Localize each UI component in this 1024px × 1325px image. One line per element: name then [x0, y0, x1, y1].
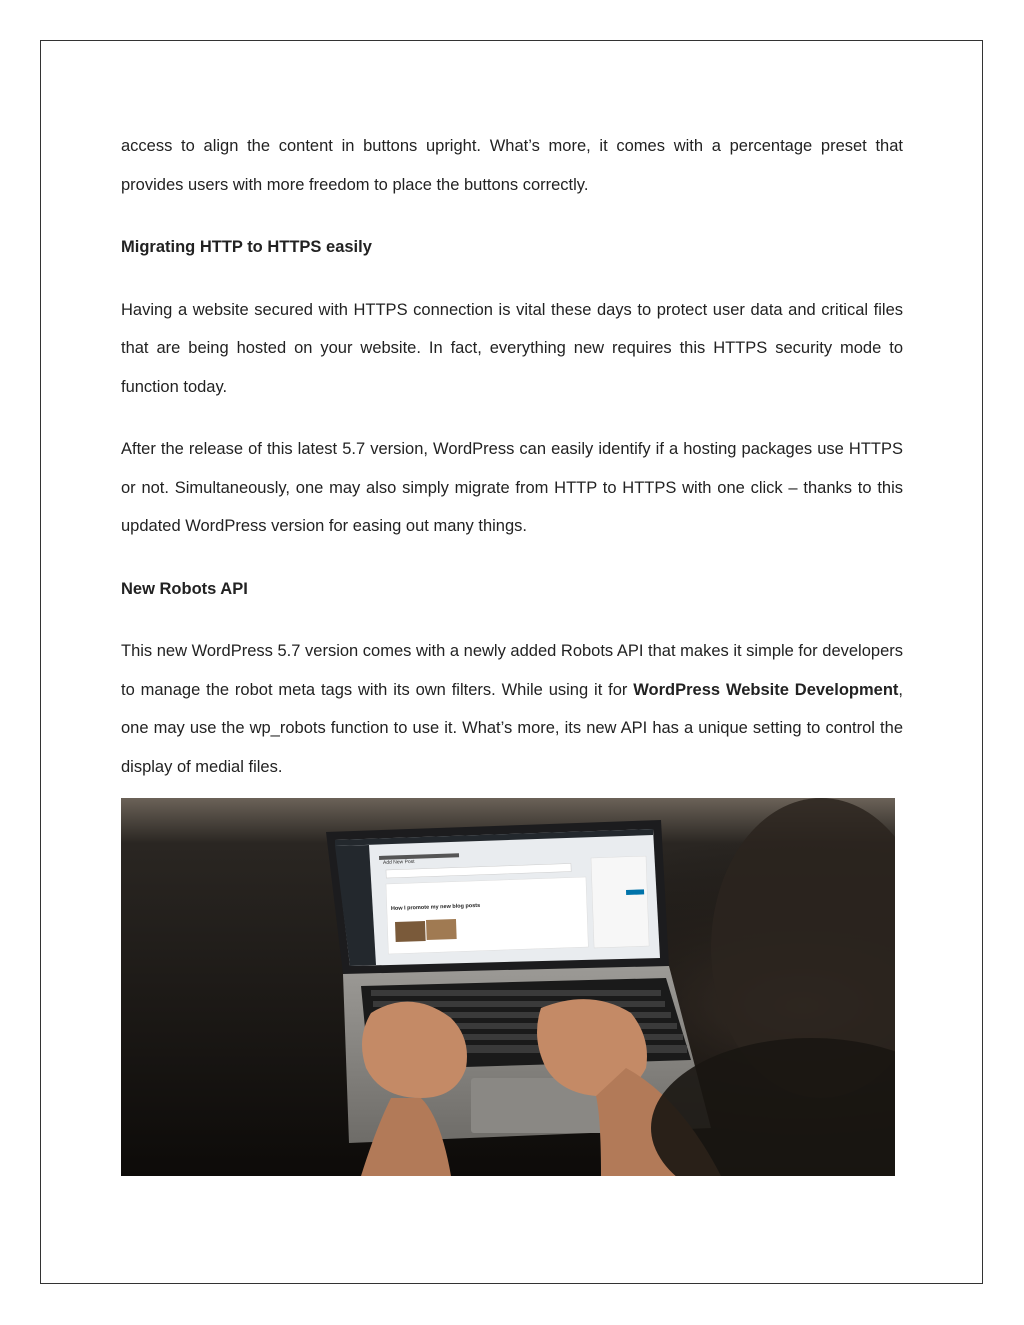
robots-bold-link-text: WordPress Website Development — [633, 680, 899, 699]
intro-paragraph: access to align the content in buttons upright. What’s more, it comes with a percentage preset that provides users with more freedom to place the buttons correctly. — [121, 137, 903, 194]
laptop-photo — [121, 798, 895, 1176]
robots-text-1: This new WordPress 5.7 version comes with a newly added Robots API that makes it simple for developers to manage the robot meta tags with its own filters. While using it for — [121, 642, 903, 699]
https-paragraph-2: After the release of this latest 5.7 version, WordPress can easily identify if a hosting packages use HTTPS or not. Simultaneously, one may also simply migrate from HTTP to HTTPS with one click – thanks to this updated WordPress version for easing out many things. — [121, 440, 903, 535]
https-paragraph-1: Having a website secured with HTTPS connection is vital these days to protect user data and critical files that are being hosted on your website. In fact, everything new requires this HTTPS security mode to function today. — [121, 300, 903, 396]
screen-post-heading: How I promote my new blog posts — [390, 902, 481, 912]
section-heading-https: Migrating HTTP to HTTPS easily — [121, 238, 372, 256]
document-body — [121, 127, 903, 786]
screen-title: Add New Post — [382, 858, 415, 866]
section-heading-robots: New Robots API — [121, 579, 248, 598]
robots-text-2: , one may use the wp_robots function to use it. What’s more, its new API has a unique setting to control the display of medial files. — [121, 680, 903, 776]
robots-paragraph — [121, 632, 903, 786]
